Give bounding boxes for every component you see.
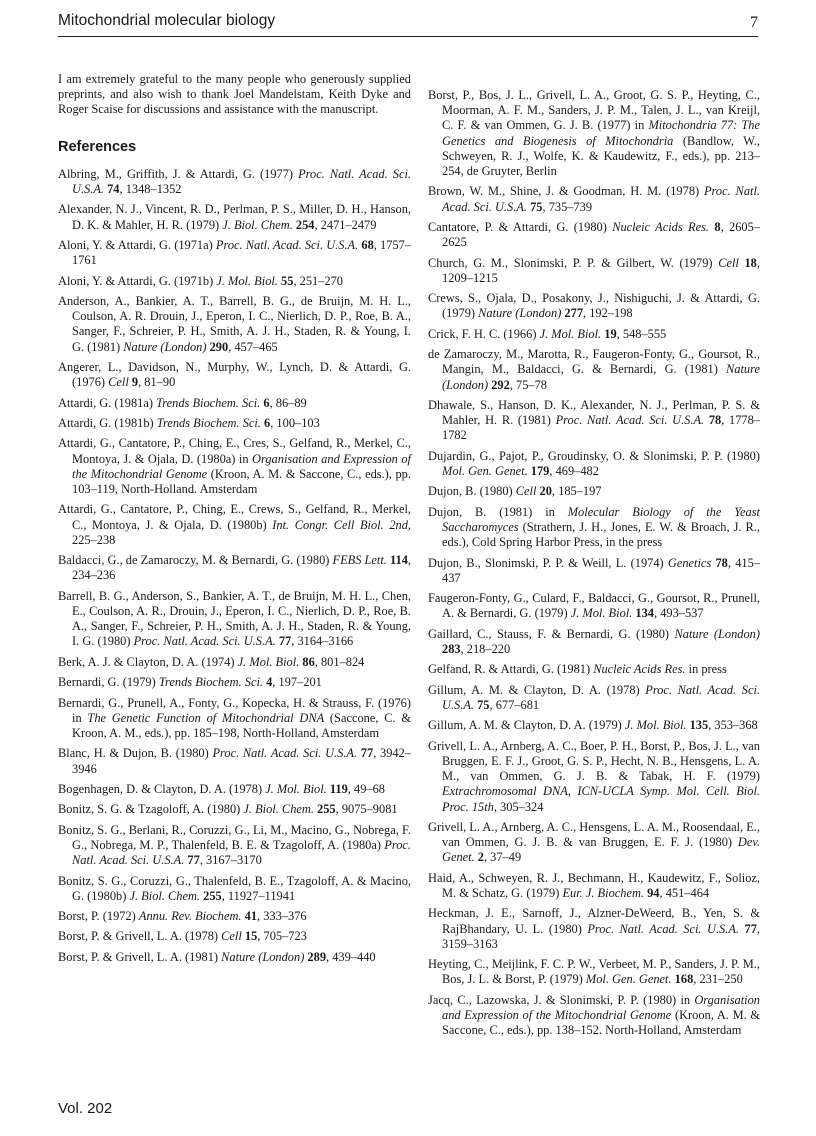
reference-entry (428, 957, 760, 987)
reference-ital: Trends Biochem. Sci. (158, 675, 263, 690)
reference-entry (428, 662, 760, 677)
reference-pre: Jacq, C., Lazowska, J. & Slonimski, P. P. (1980) in (428, 992, 695, 1007)
references-heading: References (58, 138, 137, 155)
reference-vol: 18 (738, 255, 757, 270)
reference-ital: Proc. Natl. Acad. Sci. U.S.A. (72, 837, 411, 868)
reference-pre: de Zamaroczy, M., Marotta, R., Faugeron-Fonty, G., Goursot, R., Mangin, M., Baldacci, G. & Bernardi, G. (1981) (428, 347, 760, 377)
reference-pre: Grivell, L. A., Arnberg, A. C., Boer, P. H., Borst, P., Bos, J. L., van Bruggen, E. F. J., Groot, G. S. P., Hecht, N. B., Hensgens, L. A. M., van Ommen, G. J. B. & Tabak, H. F. (1979) (428, 738, 760, 784)
reference-entry (428, 184, 760, 214)
reference-vol: 255 (200, 888, 222, 903)
reference-vol: 77 (184, 853, 200, 868)
reference-vol: 4 (263, 675, 273, 690)
reference-post: , 801–824 (314, 654, 365, 669)
reference-ital: Trends Biochem. Sci. (156, 415, 261, 430)
reference-pre: Haid, A., Schweyen, R. J., Bechmann, H., Kaudewitz, F., Solioz, M. & Schatz, G. (1979) (428, 870, 760, 900)
reference-pre: Faugeron-Fonty, G., Culard, F., Baldacci, G., Goursot, R., Prunell, A. & Bernardi, G. (1979) (428, 591, 760, 621)
reference-post: , 231–250 (693, 972, 743, 987)
reference-post: , 100–103 (270, 415, 320, 430)
reference-vol: 9 (128, 375, 139, 390)
reference-entry (428, 718, 760, 733)
reference-pre: Baldacci, G., de Zamaroczy, M. & Bernardi, G. (1980) (58, 553, 333, 568)
reference-pre: Heckman, J. E., Sarnoff, J., Alzner-DeWeerd, B., Yen, S. & RajBhandary, U. L. (1980) (428, 906, 760, 936)
volume-footer: Vol. 202 (58, 1100, 113, 1117)
reference-pre: Bogenhagen, D. & Clayton, D. A. (1978) (58, 781, 266, 796)
reference-vol: 283 (442, 641, 461, 656)
reference-vol: 254 (292, 217, 315, 232)
right-column (428, 60, 760, 1043)
reference-post: , 3164–3166 (291, 634, 354, 649)
reference-entry (58, 696, 411, 742)
reference-ital: J. Mol. Biol. (570, 606, 633, 621)
reference-vol: 75 (474, 697, 490, 712)
reference-post: in press (685, 662, 727, 677)
reference-pre: Borst, P. (1972) (58, 909, 139, 924)
reference-ital: Nature (London) (674, 626, 760, 641)
reference-ital: Proc. Natl. Acad. Sci. U.S.A. (442, 184, 760, 214)
reference-post: , 218–220 (460, 641, 511, 656)
reference-vol: 8 (709, 220, 721, 234)
reference-post: , 735–739 (542, 199, 593, 214)
reference-ital: J. Mol. Biol. (237, 654, 300, 669)
acknowledgement: I am extremely grateful to the many people who generously supplied preprints, and also wish to thank Joel Mandelstam, Keith Dyke and Roger Scaise for discussions and assistance with the manuscript. (58, 72, 411, 117)
reference-entry (428, 484, 760, 499)
reference-vol: 134 (632, 606, 654, 621)
reference-post: , 197–201 (272, 675, 322, 690)
reference-entry (428, 291, 760, 321)
reference-vol: 74 (104, 182, 120, 197)
reference-entry (428, 906, 760, 952)
reference-entry (58, 360, 411, 390)
reference-vol: 15 (241, 929, 258, 944)
reference-post: , 49–68 (347, 781, 385, 796)
reference-pre: Bernardi, G. (1979) (58, 675, 159, 690)
reference-post: 225–238 (72, 532, 116, 547)
reference-post: , 185–197 (551, 484, 602, 499)
reference-entry (428, 820, 760, 866)
reference-ital: The Genetic Function of Mitochondrial DNA (87, 710, 325, 725)
reference-ital: J. Biol. Chem. (243, 802, 314, 817)
reference-vol: 6 (260, 395, 270, 410)
reference-entry (58, 909, 411, 924)
reference-ital: Nucleic Acids Res. (593, 662, 686, 677)
reference-post: , 333–376 (257, 909, 307, 924)
reference-pre: Grivell, L. A., Arnberg, A. C., Hensgens, L. A. M., Roosendaal, E., van Ommen, G. J. B. & van Bruggen, E. F. J. (1980) (428, 819, 760, 850)
reference-entry (58, 294, 411, 355)
reference-pre: Alexander, N. J., Vincent, R. D., Perlman, P. S., Miller, D. H., Hanson, D. K. & Mahler, H. R. (1979) (58, 202, 411, 232)
reference-ital: Cell (108, 375, 129, 390)
reference-pre: Heyting, C., Meijlink, F. C. P. W., Verbeet, M. P., Sanders, J. P. M., Bos, J. L. & Borst, P. (1979) (428, 957, 760, 987)
reference-entry (58, 823, 411, 869)
reference-pre: Borst, P. & Grivell, L. A. (1981) (58, 949, 222, 964)
reference-ital: J. Biol. Chem. (222, 217, 293, 232)
reference-vol: 41 (241, 909, 258, 924)
reference-vol: 68 (358, 238, 374, 252)
reference-pre: Dhawale, S., Hanson, D. K., Alexander, N. J., Perlman, P. S. & Mahler, H. R. (1981) (428, 397, 760, 428)
reference-pre: Gillum, A. M. & Clayton, D. A. (1979) (428, 718, 625, 733)
reference-post: (Saccone, C. & Kroon, A. M., eds.), pp. 185–198, North-Holland, Amsterdam (72, 710, 411, 740)
reference-vol: 75 (527, 199, 543, 214)
reference-post: , 3167–3170 (199, 853, 262, 868)
reference-post: , 11927–11941 (221, 888, 296, 903)
reference-post: , 677–681 (489, 697, 540, 712)
reference-pre: Berk, A. J. & Clayton, D. A. (1974) (58, 654, 238, 669)
reference-entry (428, 327, 760, 342)
reference-pre: Dujon, B., Slonimski, P. P. & Weill, L. (1974) (428, 555, 668, 570)
reference-post: , 81–90 (138, 375, 176, 390)
reference-post: , 3159–3163 (442, 921, 760, 951)
reference-entry (428, 683, 760, 713)
reference-ital: Cell (718, 255, 739, 270)
reference-ital: Nature (London) (478, 306, 562, 321)
reference-ital: Nature (London) (442, 362, 760, 392)
reference-entry (58, 416, 411, 431)
reference-entry (428, 591, 760, 621)
reference-pre: Attardi, G. (1981b) (58, 415, 157, 430)
reference-pre: Barrell, B. G., Anderson, S., Bankier, A. T., de Bruijn, M. H. L., Chen, E., Coulson, A. R., Drouin, J., Eperon, I. C., Nierlich, D. P., Roe, B. A., Sanger, F., Schreier, P. H., Smith, A. J. H., Staden, R. & Young, I. G. (1980) (58, 588, 411, 649)
reference-entry (428, 871, 760, 901)
reference-ital: Annu. Rev. Biochem. (138, 909, 242, 924)
reference-post: , 469–482 (549, 463, 599, 478)
references-list-right (428, 88, 760, 1038)
reference-vol: 86 (299, 654, 315, 669)
reference-post: , 457–465 (228, 339, 278, 354)
reference-post: , 234–236 (72, 553, 412, 583)
reference-vol: 94 (644, 885, 660, 900)
reference-ital: Int. Congr. Cell Biol. 2nd, (272, 517, 411, 532)
reference-pre: Gaillard, C., Stauss, F. & Bernardi, G. (1980) (428, 626, 675, 641)
reference-post: (Kroon, A. M. & Saccone, C., eds.), pp. 138–152. North-Holland, Amsterdam (442, 1007, 761, 1038)
reference-entry (428, 220, 760, 250)
reference-pre: Borst, P., Bos, J. L., Grivell, L. A., Groot, G. S. P., Heyting, C., Moorman, A. F. M., Sanders, J. P. M., Talen, J. L., van Kreijl, C. F. & van Ommen, G. J. B. (1977) in (428, 88, 760, 133)
reference-vol: 19 (601, 326, 617, 341)
reference-entry (58, 238, 411, 268)
reference-vol: 2 (474, 850, 484, 865)
reference-ital: Cell (221, 929, 242, 944)
reference-ital: Dev. Genet. (442, 835, 760, 865)
reference-pre: Bonitz, S. G., Berlani, R., Coruzzi, G., Li, M., Macino, G., Nobrega, F. G., Nobrega, M. P., Thalenfeld, B. E. & Tzagoloff, A. (1980a) (58, 822, 411, 852)
reference-pre: Blanc, H. & Dujon, B. (1980) (58, 746, 213, 761)
reference-vol: 292 (488, 377, 510, 392)
reference-vol: 6 (260, 415, 271, 430)
reference-entry (58, 436, 411, 497)
reference-post: , 451–464 (659, 885, 710, 900)
reference-vol: 114 (386, 553, 408, 568)
reference-vol: 255 (313, 802, 336, 817)
reference-entry (58, 553, 411, 583)
reference-entry (58, 396, 411, 411)
reference-vol: 78 (704, 413, 722, 428)
reference-post: , 75–78 (509, 377, 547, 392)
reference-vol: 55 (277, 273, 294, 288)
reference-ital: J. Mol. Biol. (539, 326, 602, 341)
reference-ital: Proc. Natl. Acad. Sci. U.S.A. (442, 682, 760, 712)
reference-pre: Bonitz, S. G., Coruzzi, G., Thalenfeld, B. E., Tzagoloff, A. & Macino, G. (1980b) (58, 873, 411, 903)
reference-entry (428, 739, 760, 815)
reference-post: , 2471–2479 (314, 217, 377, 232)
reference-entry (58, 782, 411, 797)
reference-ital: Proc. Natl. Acad. Sci. U.S.A. (72, 166, 411, 197)
reference-ital: J. Mol. Biol. (265, 781, 327, 796)
page-number: 7 (750, 14, 758, 31)
reference-entry (428, 256, 760, 286)
reference-pre: Church, G. M., Slonimski, P. P. & Gilbert, W. (1979) (428, 255, 719, 270)
reference-post: (Bandlow, W., Schweyen, R. J., Wolfe, K. & Kaudewitz, F., eds.), pp. 213–254, de Gruyter, Berlin (442, 133, 760, 179)
reference-vol: 77 (739, 921, 757, 936)
page-header (58, 10, 758, 37)
reference-post: , 86–89 (269, 395, 307, 410)
reference-entry (58, 802, 411, 817)
reference-vol: 78 (711, 555, 728, 570)
reference-post: , 192–198 (583, 306, 633, 321)
reference-entry (58, 589, 411, 650)
running-title: Mitochondrial molecular biology (58, 12, 276, 29)
reference-ital: Organisation and Expression of the Mitochondrial Genome (442, 992, 760, 1022)
references-list-left (58, 167, 411, 965)
reference-ital: Genetics (667, 555, 712, 570)
reference-entry (58, 874, 411, 904)
reference-post: , 251–270 (293, 273, 343, 288)
reference-post: (Kroon, A. M. & Saccone, C., eds.), pp. 103–119, North-Holland. Amsterdam (72, 466, 411, 496)
reference-vol: 168 (671, 972, 694, 987)
reference-post: , 439–440 (326, 949, 376, 964)
reference-pre: Bernardi, G., Prunell, A., Fonty, G., Kopecka, H. & Strauss, F. (1976) in (58, 695, 411, 725)
reference-post: , 493–537 (654, 606, 704, 621)
reference-ital: Mitochondria 77: The Genetics and Biogenesis of Mitochondria (442, 118, 760, 148)
reference-entry (58, 655, 411, 670)
reference-vol: 277 (561, 306, 584, 321)
reference-ital: Cell (515, 484, 537, 499)
reference-pre: Brown, W. M., Shine, J. & Goodman, H. M. (1978) (428, 184, 704, 199)
reference-ital: Mol. Gen. Genet. (442, 463, 528, 478)
reference-pre: Anderson, A., Bankier, A. T., Barrell, B. G., de Bruijn, M. H. L., Coulson, A. R. Drouin, J., Eperon, I. C., Nierlich, D. P., Roe, B. A., Sanger, F., Schreier, P. H., Smith, A. J. H., Staden, R. & Young, I. G. (1981) (58, 293, 411, 354)
reference-vol: 77 (275, 634, 292, 649)
reference-post: , 548–555 (616, 326, 667, 341)
reference-ital: Proc. Natl. Acad. Sci. U.S.A. (587, 921, 740, 936)
reference-entry (428, 993, 760, 1039)
reference-entry (428, 556, 760, 586)
reference-entry (428, 398, 760, 444)
reference-pre: Borst, P. & Grivell, L. A. (1978) (58, 929, 222, 944)
reference-vol: 77 (357, 746, 374, 761)
reference-pre: Crick, F. H. C. (1966) (428, 326, 540, 341)
reference-pre: Aloni, Y. & Attardi, G. (1971a) (58, 238, 216, 252)
reference-post: , 1778–1782 (442, 413, 761, 443)
reference-vol: 20 (536, 484, 552, 499)
reference-pre: Cantatore, P. & Attardi, G. (1980) (428, 220, 613, 234)
reference-pre: Gillum, A. M. & Clayton, D. A. (1978) (428, 682, 646, 697)
reference-entry (428, 449, 760, 479)
reference-ital: Extrachromosomal DNA, ICN-UCLA Symp. Mol. Cell. Biol. Proc. 15th, (442, 784, 760, 814)
reference-post: , 353–368 (708, 718, 758, 733)
reference-pre: Attardi, G., Cantatore, P., Ching, E., Cres, S., Gelfand, R., Merkel, C., Montoya, J. & Ojala, D. (1980a) in (58, 436, 411, 466)
reference-entry (58, 929, 411, 944)
reference-ital: Mol. Gen. Genet. (585, 972, 672, 987)
reference-entry (58, 502, 411, 548)
reference-pre: Dujon, B. (1981) in (428, 504, 568, 519)
reference-post: , 1209–1215 (442, 255, 760, 285)
reference-pre: Dujon, B. (1980) (428, 484, 516, 499)
reference-ital: Nucleic Acids Res. (612, 220, 710, 234)
reference-entry (428, 627, 760, 657)
reference-ital: Proc. Natl. Acad. Sci. U.S.A. (133, 634, 276, 649)
reference-vol: 135 (686, 718, 709, 733)
reference-ital: Nature (London) (123, 339, 207, 354)
reference-vol: 289 (304, 949, 327, 964)
reference-post: 305–324 (496, 799, 544, 814)
reference-entry (428, 88, 760, 179)
reference-entry (58, 167, 411, 197)
reference-post: , 415–437 (442, 555, 760, 585)
reference-post: , 2605–2625 (442, 220, 760, 250)
reference-pre: Angerer, L., Davidson, N., Murphy, W., Lynch, D. & Attardi, G. (1976) (58, 359, 411, 390)
reference-ital: J. Mol. Biol. (216, 273, 278, 288)
reference-pre: Dujardin, G., Pajot, P., Groudinsky, O. & Slonimski, P. P. (1980) (428, 448, 760, 463)
reference-pre: Attardi, G. (1981a) (58, 395, 157, 410)
reference-post: (Strathern, J. H., Jones, E. W. & Broach, J. R., eds.), Cold Spring Harbor Press, in the press (442, 519, 760, 550)
reference-ital: Trends Biochem. Sci. (156, 395, 261, 410)
reference-post: , 3942–3946 (72, 746, 411, 776)
reference-pre: Attardi, G., Cantatore, P., Ching, E., Crews, S., Gelfand, R., Merkel, C., Montoya, J. & Ojala, D. (1980b) (58, 502, 411, 532)
reference-ital: Nature (London) (221, 949, 305, 964)
left-column (58, 60, 411, 970)
reference-entry (58, 274, 411, 289)
reference-post: , 705–723 (257, 929, 307, 944)
reference-ital: Molecular Biology of the Yeast Saccharomyces (442, 504, 760, 534)
reference-entry (58, 950, 411, 965)
reference-entry (428, 347, 760, 393)
reference-entry (428, 505, 760, 551)
reference-entry (58, 746, 411, 776)
reference-post: , 37–49 (483, 850, 522, 865)
reference-ital: Organisation and Expression of the Mitochondrial Genome (72, 451, 412, 481)
reference-ital: J. Biol. Chem. (129, 888, 201, 903)
reference-pre: Bonitz, S. G. & Tzagoloff, A. (1980) (58, 802, 244, 817)
reference-ital: Proc. Natl. Acad. Sci. U.S.A. (555, 413, 705, 428)
reference-ital: Proc. Natl. Acad. Sci. U.S.A. (212, 746, 358, 761)
reference-pre: Albring, M., Griffith, J. & Attardi, G. (1977) (58, 166, 299, 181)
reference-vol: 290 (206, 339, 229, 354)
reference-post: , 1348–1352 (119, 182, 182, 197)
reference-ital: Proc. Natl. Acad. Sci. U.S.A. (215, 238, 359, 252)
reference-vol: 179 (527, 463, 550, 478)
reference-entry (58, 202, 411, 232)
reference-pre: Aloni, Y. & Attardi, G. (1971b) (58, 273, 217, 288)
reference-ital: Eur. J. Biochem. (562, 885, 645, 900)
reference-post: , 1757–1761 (72, 238, 411, 268)
reference-post: , 9075–9081 (335, 802, 398, 817)
reference-pre: Crews, S., Ojala, D., Posakony, J., Nishiguchi, J. & Attardi, G. (1979) (428, 291, 760, 321)
reference-pre: Gelfand, R. & Attardi, G. (1981) (428, 662, 594, 677)
reference-ital: J. Mol. Biol. (624, 718, 687, 733)
reference-ital: FEBS Lett. (332, 553, 387, 568)
reference-entry (58, 675, 411, 690)
reference-vol: 119 (326, 781, 348, 796)
